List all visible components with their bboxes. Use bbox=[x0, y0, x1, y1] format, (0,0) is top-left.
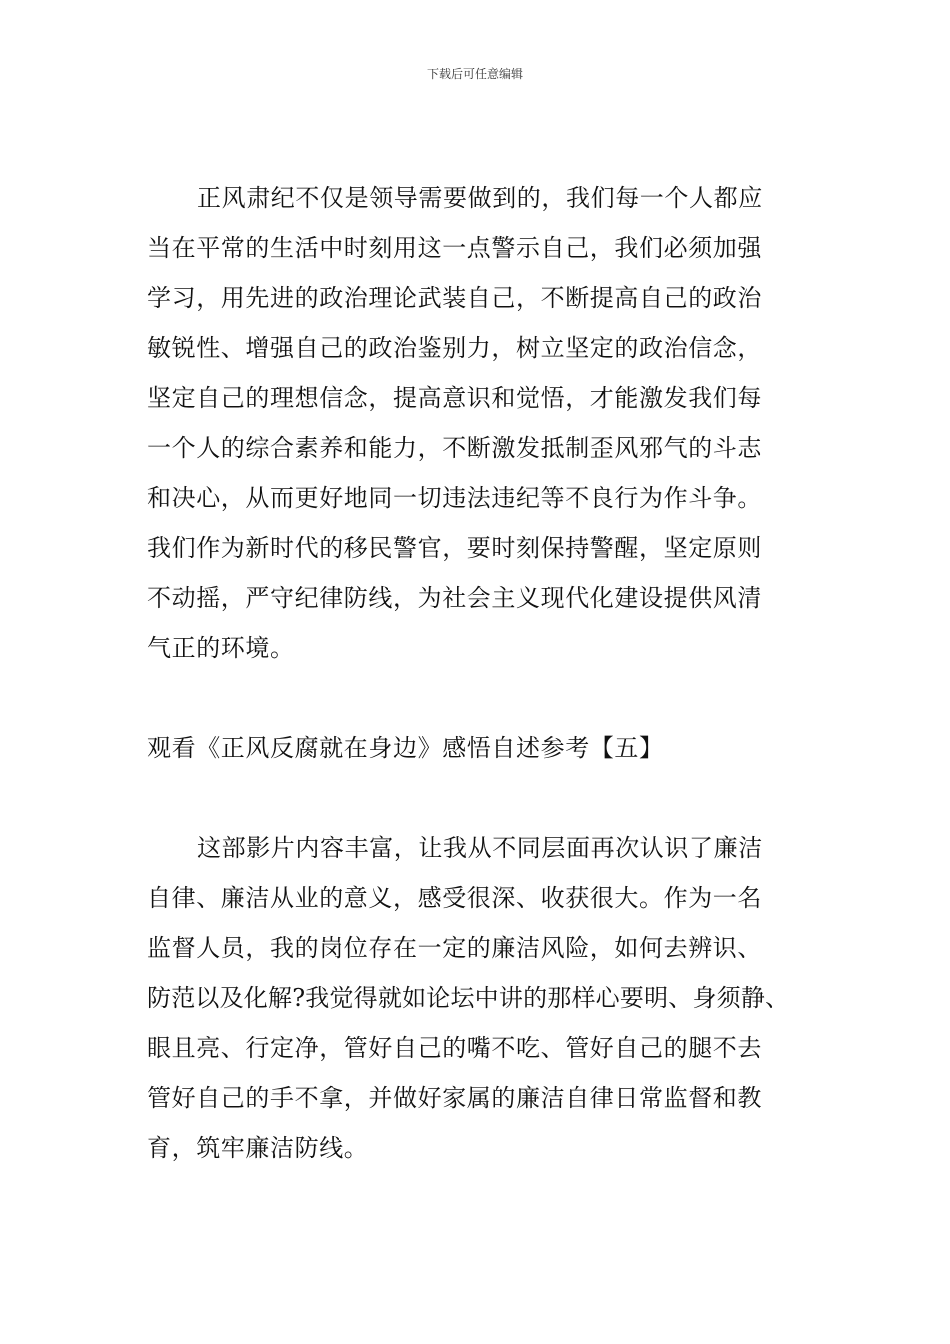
paragraph-line: 一个人的综合素养和能力，不断激发抵制歪风邪气的斗志 bbox=[147, 434, 762, 462]
paragraph-line: 我们作为新时代的移民警官，要时刻保持警醒，坚定原则 bbox=[147, 534, 762, 562]
paragraph-line: 学习，用先进的政治理论武装自己，不断提高自己的政治 bbox=[147, 284, 762, 312]
paragraph-line: 和决心，从而更好地同一切违法违纪等不良行为作斗争。 bbox=[147, 484, 762, 512]
paragraph-line: 当在平常的生活中时刻用这一点警示自己，我们必须加强 bbox=[147, 234, 762, 262]
section-heading: 观看《正风反腐就在身边》感悟自述参考【五】 bbox=[147, 734, 664, 762]
paragraph-line: 正风肃纪不仅是领导需要做到的，我们每一个人都应 bbox=[197, 184, 763, 212]
paragraph-line: 育，筑牢廉洁防线。 bbox=[147, 1134, 369, 1162]
paragraph-line: 眼且亮、行定净，管好自己的嘴不吃、管好自己的腿不去 bbox=[147, 1034, 762, 1062]
paragraph-line: 自律、廉洁从业的意义，感受很深、收获很大。作为一名 bbox=[147, 884, 762, 912]
paragraph-line: 不动摇，严守纪律防线，为社会主义现代化建设提供风清 bbox=[147, 584, 762, 612]
paragraph-line: 这部影片内容丰富，让我从不同层面再次认识了廉洁 bbox=[197, 834, 763, 862]
paragraph-line: 坚定自己的理想信念，提高意识和觉悟，才能激发我们每 bbox=[147, 384, 762, 412]
page-header: 下载后可任意编辑 bbox=[426, 67, 523, 81]
paragraph-line: 管好自己的手不拿，并做好家属的廉洁自律日常监督和教 bbox=[147, 1084, 762, 1112]
paragraph-line: 敏锐性、增强自己的政治鉴别力，树立坚定的政治信念， bbox=[147, 334, 762, 362]
paragraph-line: 监督人员，我的岗位存在一定的廉洁风险，如何去辨识、 bbox=[147, 934, 762, 962]
paragraph-line: 气正的环境。 bbox=[147, 634, 295, 662]
paragraph-line: 防范以及化解?我觉得就如论坛中讲的那样心要明、身须静、 bbox=[147, 984, 790, 1012]
